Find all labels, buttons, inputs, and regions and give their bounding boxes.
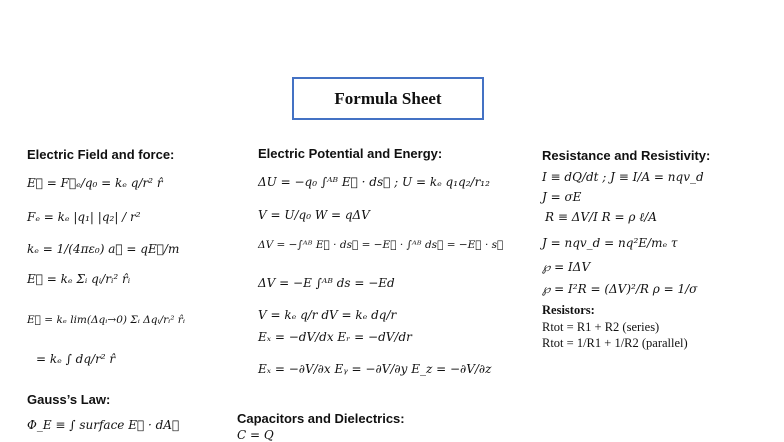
formula-resistance-3: R ≡ ΔV/I R = ρ ℓ/A: [545, 210, 657, 224]
resistors-parallel: Rtot = 1/R1 + 1/R2 (parallel): [542, 336, 688, 350]
formula-potential-5: V = kₑ q/r dV = kₑ dq/r: [258, 308, 397, 322]
title-box: [292, 77, 484, 120]
formula-field-6: = kₑ ∫ dq/r² r̂: [36, 352, 116, 366]
heading-resistance: Resistance and Resistivity:: [542, 148, 711, 163]
formula-resistance-6: ℘ = I²R = (ΔV)²/R ρ = 1/σ: [542, 282, 698, 296]
formula-potential-4: ΔV = −E ∫ᴬᴮ ds = −Ed: [258, 276, 395, 290]
formula-field-5: E⃗ = kₑ lim(Δqᵢ→0) Σᵢ Δqᵢ/rᵢ² r̂ᵢ: [27, 314, 185, 326]
formula-potential-2: V = U/q₀ W = qΔV: [258, 208, 370, 222]
formula-potential-3: ΔV = −∫ᴬᴮ E⃗ · ds⃗ = −E⃗ · ∫ᴬᴮ ds⃗ = −E⃗ · s⃗: [258, 239, 504, 251]
heading-potential: Electric Potential and Energy:: [258, 146, 443, 161]
formula-field-4: E⃗ = kₑ Σᵢ qᵢ/rᵢ² r̂ᵢ: [27, 272, 131, 286]
resistors-series: Rtot = R1 + R2 (series): [542, 320, 660, 334]
resistors-label: Resistors:: [542, 303, 595, 317]
page-title: Formula Sheet: [334, 88, 442, 108]
formula-resistance-5: ℘ = IΔV: [542, 260, 591, 274]
formula-potential-6: Eₓ = −dV/dx Eᵣ = −dV/dr: [258, 330, 412, 344]
formula-resistance-4: J = nqv_d = nq²E/mₑ τ: [542, 236, 678, 250]
formula-capacitor: C = Q: [237, 428, 274, 442]
heading-gauss: Gauss’s Law:: [27, 392, 111, 407]
formula-field-3: kₑ = 1/(4πε₀) a⃗ = qE⃗/m: [27, 242, 180, 256]
formula-potential-1: ΔU = −q₀ ∫ᴬᴮ E⃗ · ds⃗ ; U = kₑ q₁q₂/r₁₂: [258, 175, 490, 189]
heading-capacitors: Capacitors and Dielectrics:: [237, 411, 405, 426]
heading-electric-field: Electric Field and force:: [27, 147, 175, 162]
formula-field-2: Fₑ = kₑ |q₁| |q₂| / r²: [27, 210, 141, 224]
formula-field-1: E⃗ = F⃗ₑ/q₀ = kₑ q/r² r̂: [27, 176, 163, 190]
formula-resistance-1: I ≡ dQ/dt ; J ≡ I/A = nqv_d: [542, 170, 704, 184]
formula-potential-7: Eₓ = −∂V/∂x Eᵧ = −∂V/∂y E_z = −∂V/∂z: [258, 362, 492, 376]
formula-resistance-2: J = σE: [542, 190, 582, 204]
formula-gauss: Φ_E ≡ ∫ surface E⃗ · dA⃗: [27, 418, 180, 432]
